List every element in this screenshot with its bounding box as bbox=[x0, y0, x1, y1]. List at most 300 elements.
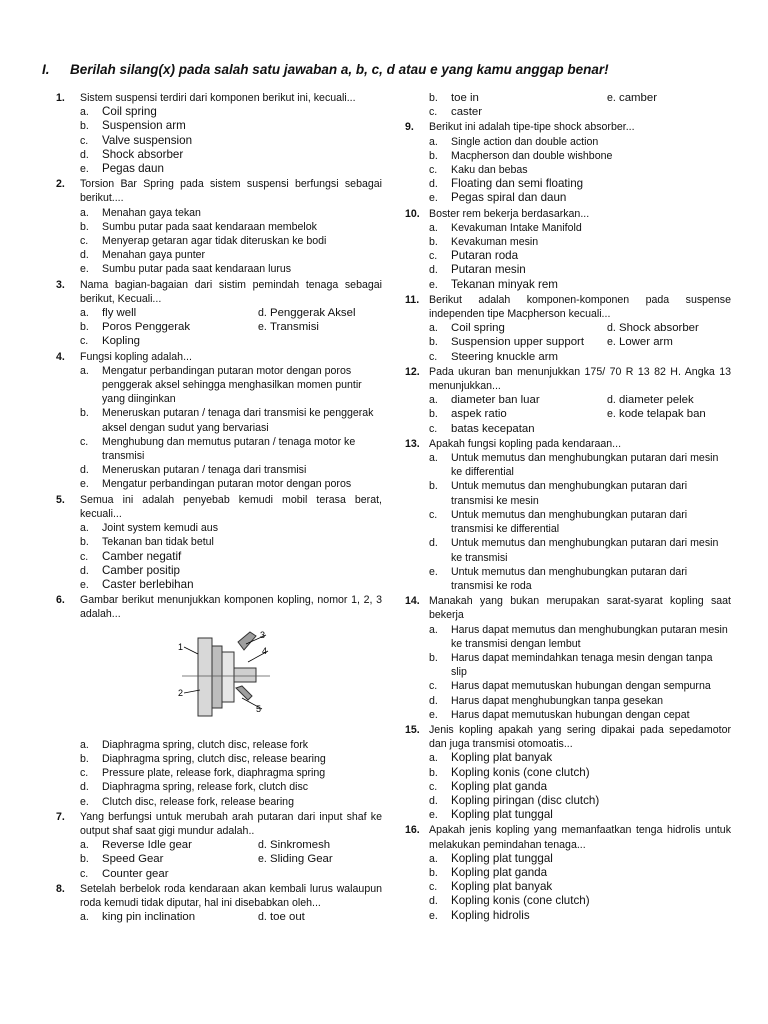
option-text: Kopling plat ganda bbox=[451, 779, 548, 793]
answer-option bbox=[429, 350, 607, 364]
option-text: toe in bbox=[451, 92, 479, 104]
option-text: Menghubung dan memutus putaran / tenaga motor ke transmisi bbox=[102, 435, 356, 463]
option-letter: e. bbox=[429, 708, 438, 721]
option-text: Sinkromesh bbox=[270, 839, 331, 852]
answer-options bbox=[80, 521, 382, 592]
answer-option-row bbox=[80, 838, 382, 852]
option-text: Shock absorber bbox=[619, 322, 699, 335]
option-letter: c. bbox=[429, 350, 438, 363]
question-text: Torsion Bar Spring pada sistem suspensi berfungsi sebagai berikut.... bbox=[80, 178, 382, 205]
option-letter: d. bbox=[258, 307, 267, 320]
question-text: Jenis kopling apakah yang sering dipakai pada sepedamotor dan juga transmisi otomoatis... bbox=[429, 723, 731, 751]
option-letter: b. bbox=[80, 407, 89, 420]
answer-option bbox=[607, 393, 694, 407]
option-letter: e. bbox=[80, 163, 89, 176]
option-text: Kevakuman mesin bbox=[451, 236, 539, 249]
answer-option bbox=[607, 321, 699, 335]
answer-options bbox=[429, 623, 731, 722]
question-number: 1. bbox=[56, 92, 65, 104]
option-letter: c. bbox=[429, 250, 438, 263]
answer-option bbox=[429, 909, 731, 923]
answer-option bbox=[429, 694, 731, 708]
option-letter: d. bbox=[80, 249, 89, 262]
answer-option bbox=[80, 234, 382, 248]
option-letter: e. bbox=[429, 192, 438, 205]
answer-options bbox=[80, 364, 382, 492]
answer-options bbox=[429, 91, 731, 119]
answer-option bbox=[80, 550, 382, 564]
answer-option-row bbox=[80, 867, 382, 881]
option-letter: e. bbox=[607, 408, 616, 421]
answer-option bbox=[429, 163, 731, 177]
answer-option bbox=[429, 321, 607, 335]
option-letter: d. bbox=[429, 537, 438, 550]
answer-option bbox=[429, 479, 731, 507]
option-text: Kopling plat banyak bbox=[451, 880, 553, 894]
option-letter: c. bbox=[429, 508, 438, 521]
answer-option bbox=[429, 221, 731, 235]
answer-option bbox=[429, 263, 731, 277]
option-text: Putaran roda bbox=[451, 249, 519, 263]
answer-option bbox=[80, 206, 382, 220]
option-text: Meneruskan putaran / tenaga dari transmisi ke penggerak aksel dengan sudut yang bervariasi bbox=[102, 407, 374, 434]
option-letter: a. bbox=[429, 623, 438, 636]
question-text: Apakah fungsi kopling pada kendaraan... bbox=[429, 437, 622, 450]
option-text: Kevakuman Intake Manifold bbox=[451, 221, 582, 234]
answer-option bbox=[429, 278, 731, 292]
answer-option bbox=[429, 149, 731, 163]
question-number: 8. bbox=[56, 882, 65, 895]
option-text: Untuk memutus dan menghubungkan putaran dari transmisi ke roda bbox=[451, 565, 688, 592]
question-text: Berikut adalah komponen-komponen pada suspense independen tipe Macpherson kecuali... bbox=[429, 293, 731, 321]
option-text: Kopling plat banyak bbox=[451, 751, 553, 765]
option-text: Putaran mesin bbox=[451, 263, 526, 277]
option-text: Untuk memutus dan menghubungkan putaran dari mesin ke transmisi bbox=[451, 537, 719, 564]
option-text: Lower arm bbox=[619, 336, 673, 349]
answer-option bbox=[80, 738, 382, 752]
answer-option bbox=[80, 306, 258, 320]
question bbox=[56, 91, 382, 176]
option-text: Meneruskan putaran / tenaga dari transmisi bbox=[102, 464, 307, 477]
answer-option bbox=[429, 880, 731, 894]
answer-option bbox=[80, 752, 382, 766]
question bbox=[56, 493, 382, 592]
answer-option bbox=[80, 838, 258, 852]
option-text: Kopling hidrolis bbox=[451, 908, 530, 922]
answer-option bbox=[429, 623, 731, 651]
option-text: Tekanan ban tidak betul bbox=[102, 536, 214, 549]
option-letter: b. bbox=[80, 853, 89, 866]
answer-options bbox=[429, 751, 731, 822]
answer-option bbox=[429, 508, 731, 536]
answer-options bbox=[429, 135, 731, 206]
option-letter: b. bbox=[429, 92, 438, 104]
option-text: Mengatur perbandingan putaran motor dengan poros penggerak aksel sehingga menghasilkan momen puntir yang diinginkan bbox=[102, 364, 362, 406]
clutch-diagram bbox=[176, 628, 276, 724]
section-number: I. bbox=[42, 62, 50, 77]
option-letter: d. bbox=[80, 148, 89, 161]
option-text: Harus dapat memutuskan hubungan dengan cepat bbox=[451, 708, 690, 721]
question-text: Gambar berikut menunjukkan komponen kopling, nomor 1, 2, 3 adalah... bbox=[80, 594, 382, 621]
question-number: 15. bbox=[405, 723, 420, 736]
option-letter: c. bbox=[80, 767, 89, 780]
option-letter: b. bbox=[80, 536, 89, 549]
answer-option bbox=[80, 334, 258, 348]
answer-option bbox=[429, 780, 731, 794]
question-text: Nama bagian-bagaian dari sistim pemindah tenaga sebagai berikut, Kecuali... bbox=[80, 278, 382, 305]
option-letter: c. bbox=[80, 867, 89, 880]
answer-options bbox=[429, 393, 731, 436]
answer-options bbox=[429, 321, 731, 364]
question bbox=[405, 437, 731, 593]
option-letter: c. bbox=[429, 422, 438, 435]
answer-options bbox=[80, 910, 382, 924]
option-letter: c. bbox=[80, 550, 89, 563]
option-letter: a. bbox=[80, 522, 89, 535]
option-letter: a. bbox=[429, 752, 438, 765]
answer-option-row bbox=[429, 105, 731, 119]
question-text: Fungsi kopling adalah... bbox=[80, 350, 192, 363]
option-text: Camber positip bbox=[102, 563, 180, 577]
question-number: 3. bbox=[56, 278, 65, 291]
answer-option-row bbox=[429, 393, 731, 407]
option-text: Floating dan semi floating bbox=[451, 177, 584, 191]
answer-option bbox=[429, 866, 731, 880]
option-text: Macpherson dan double wishbone bbox=[451, 149, 613, 162]
option-letter: b. bbox=[429, 766, 438, 779]
option-letter: e. bbox=[80, 263, 89, 276]
option-letter: e. bbox=[429, 809, 438, 822]
option-text: Kaku dan bebas bbox=[451, 164, 528, 177]
option-text: Suspension upper support bbox=[451, 336, 584, 349]
question-number: 16. bbox=[405, 824, 420, 837]
option-letter: d. bbox=[429, 264, 438, 277]
option-letter: e. bbox=[80, 795, 89, 808]
question-number: 7. bbox=[56, 810, 65, 823]
option-letter: b. bbox=[429, 149, 438, 162]
option-text: Menahan gaya tekan bbox=[102, 206, 201, 219]
option-text: Kopling piringan (disc clutch) bbox=[451, 793, 600, 807]
option-letter: c. bbox=[429, 881, 438, 894]
answer-options bbox=[429, 852, 731, 923]
answer-option-row bbox=[429, 350, 731, 364]
answer-option bbox=[80, 248, 382, 262]
answer-option bbox=[429, 407, 607, 421]
question-number: 13. bbox=[405, 437, 420, 450]
question-text: Pada ukuran ban menunjukkan 175/ 70 R 13 82 H. Angka 13 menunjukkan... bbox=[429, 365, 731, 393]
option-text: Pegas daun bbox=[102, 162, 164, 176]
option-letter: d. bbox=[429, 178, 438, 191]
left-column bbox=[56, 91, 382, 925]
question bbox=[405, 723, 731, 822]
option-text: Harus dapat memutus dan menghubungkan putaran mesin ke transmisi dengan lembut bbox=[451, 623, 728, 650]
option-text: Valve suspension bbox=[102, 133, 193, 147]
option-letter: b. bbox=[429, 480, 438, 493]
answer-option bbox=[80, 867, 258, 881]
question-number: 4. bbox=[56, 350, 65, 363]
diagram-label: 1 bbox=[178, 641, 184, 652]
option-text: camber bbox=[619, 92, 657, 104]
question-text: Yang berfungsi untuk merubah arah putaran dari input shaf ke output shaf saat gigi mundur adalah.. bbox=[80, 810, 382, 837]
option-letter: c. bbox=[429, 680, 438, 693]
answer-option bbox=[80, 780, 382, 794]
answer-options bbox=[80, 306, 382, 349]
option-text: Kopling plat ganda bbox=[451, 865, 548, 879]
answer-option bbox=[80, 910, 258, 924]
question bbox=[405, 207, 731, 292]
option-letter: c. bbox=[429, 106, 438, 119]
option-text: Clutch disc, release fork, release bearing bbox=[102, 795, 294, 808]
option-text: batas kecepatan bbox=[451, 422, 535, 435]
option-letter: a. bbox=[80, 106, 89, 119]
option-letter: a. bbox=[80, 307, 89, 320]
answer-option bbox=[429, 335, 607, 349]
answer-option bbox=[429, 249, 731, 263]
option-text: Menahan gaya punter bbox=[102, 249, 206, 262]
option-letter: a. bbox=[80, 738, 89, 751]
question bbox=[405, 120, 731, 205]
answer-option-row bbox=[80, 852, 382, 866]
answer-option bbox=[258, 306, 356, 320]
question-text: Boster rem bekerja berdasarkan... bbox=[429, 207, 590, 220]
question bbox=[405, 293, 731, 364]
answer-option bbox=[80, 148, 382, 162]
answer-option-row bbox=[429, 422, 731, 436]
option-letter: b. bbox=[429, 651, 438, 664]
answer-option bbox=[80, 795, 382, 809]
option-letter: e. bbox=[429, 909, 438, 922]
option-text: caster bbox=[451, 106, 483, 119]
option-letter: a. bbox=[429, 135, 438, 148]
option-text: Speed Gear bbox=[102, 853, 164, 866]
answer-option bbox=[429, 766, 731, 780]
option-letter: d. bbox=[429, 895, 438, 908]
question-number: 10. bbox=[405, 207, 420, 220]
answer-option bbox=[80, 578, 382, 592]
option-text: aspek ratio bbox=[451, 408, 507, 421]
option-letter: e. bbox=[429, 565, 438, 578]
option-text: Sliding Gear bbox=[270, 853, 333, 866]
option-text: Counter gear bbox=[102, 867, 169, 880]
option-text: Kopling plat tunggal bbox=[451, 808, 553, 822]
question bbox=[405, 823, 731, 922]
option-letter: d. bbox=[80, 464, 89, 477]
answer-option bbox=[607, 407, 706, 421]
option-text: diameter ban luar bbox=[451, 394, 540, 407]
option-text: Diaphragma spring, release fork, clutch disc bbox=[102, 781, 309, 794]
section-heading bbox=[42, 62, 732, 77]
answer-option bbox=[429, 91, 607, 105]
answer-option bbox=[258, 852, 333, 866]
question bbox=[56, 350, 382, 492]
option-letter: d. bbox=[607, 394, 616, 407]
option-letter: c. bbox=[80, 335, 89, 348]
question bbox=[405, 91, 731, 119]
option-text: Camber negatif bbox=[102, 549, 182, 563]
option-text: fly well bbox=[102, 307, 137, 320]
answer-option bbox=[429, 808, 731, 822]
answer-options bbox=[429, 221, 731, 292]
option-letter: b. bbox=[429, 408, 438, 421]
answer-option-row bbox=[80, 320, 382, 334]
option-letter: b. bbox=[429, 866, 438, 879]
answer-option bbox=[80, 105, 382, 119]
answer-option bbox=[429, 565, 731, 593]
option-letter: d. bbox=[80, 781, 89, 794]
question bbox=[56, 177, 382, 276]
answer-option bbox=[607, 91, 657, 105]
option-text: Kopling bbox=[102, 335, 140, 348]
answer-option bbox=[429, 191, 731, 205]
option-letter: d. bbox=[80, 564, 89, 577]
option-text: Single action dan double action bbox=[451, 135, 599, 148]
option-letter: d. bbox=[429, 694, 438, 707]
option-letter: d. bbox=[258, 911, 267, 924]
option-letter: b. bbox=[80, 321, 89, 334]
option-letter: a. bbox=[80, 839, 89, 852]
answer-option bbox=[429, 393, 607, 407]
option-text: Coil spring bbox=[102, 105, 157, 119]
answer-option bbox=[80, 564, 382, 578]
answer-option bbox=[80, 435, 382, 463]
answer-option bbox=[429, 794, 731, 808]
answer-option bbox=[429, 177, 731, 191]
option-letter: c. bbox=[80, 134, 89, 147]
answer-option-row bbox=[80, 306, 382, 320]
option-text: Menyerap getaran agar tidak diteruskan ke bodi bbox=[102, 235, 327, 248]
answer-option bbox=[258, 320, 319, 334]
answer-option bbox=[80, 463, 382, 477]
answer-option bbox=[429, 852, 731, 866]
answer-option-row bbox=[429, 321, 731, 335]
answer-option bbox=[429, 751, 731, 765]
option-letter: e. bbox=[258, 853, 267, 866]
option-letter: b. bbox=[429, 336, 438, 349]
answer-option bbox=[258, 838, 330, 852]
answer-option bbox=[607, 335, 673, 349]
answer-option bbox=[429, 422, 607, 436]
question-text: Manakah yang bukan merupakan sarat-syarat kopling saat bekerja bbox=[429, 595, 731, 622]
answer-option bbox=[80, 766, 382, 780]
answer-option bbox=[80, 406, 382, 434]
answer-option bbox=[429, 651, 731, 679]
answer-option bbox=[80, 119, 382, 133]
question bbox=[405, 594, 731, 722]
option-text: Untuk memutus dan menghubungkan putaran dari transmisi ke mesin bbox=[451, 480, 688, 507]
answer-option bbox=[80, 134, 382, 148]
option-letter: a. bbox=[429, 322, 438, 335]
question bbox=[405, 365, 731, 436]
option-text: toe out bbox=[270, 911, 305, 924]
answer-option bbox=[429, 451, 731, 479]
option-text: Reverse Idle gear bbox=[102, 839, 192, 852]
question-number: 6. bbox=[56, 594, 65, 607]
option-text: diameter pelek bbox=[619, 394, 694, 407]
answer-option bbox=[429, 679, 731, 693]
question-text: Apakah jenis kopling yang memanfaatkan tenga hidrolis untuk melakukan pemindahan tenaga... bbox=[429, 824, 731, 851]
answer-option bbox=[80, 220, 382, 234]
option-letter: a. bbox=[429, 452, 438, 465]
diagram-label: 4 bbox=[262, 645, 268, 656]
option-text: Caster berlebihan bbox=[102, 577, 194, 591]
option-text: Suspension arm bbox=[102, 119, 186, 133]
option-text: Shock absorber bbox=[102, 147, 184, 161]
answer-option-row bbox=[80, 334, 382, 348]
answer-option bbox=[429, 894, 731, 908]
question bbox=[56, 593, 382, 809]
answer-option-row bbox=[429, 335, 731, 349]
question-number: 5. bbox=[56, 493, 65, 506]
option-letter: a. bbox=[429, 852, 438, 865]
option-text: kode telapak ban bbox=[619, 408, 706, 421]
answer-option bbox=[80, 162, 382, 176]
answer-options bbox=[429, 451, 731, 593]
option-text: Kopling konis (cone clutch) bbox=[451, 894, 590, 908]
option-text: Untuk memutus dan menghubungkan putaran dari transmisi ke differential bbox=[451, 508, 688, 536]
question-text: Setelah berbelok roda kendaraan akan kembali lurus walaupun roda kemudi tidak diputar, hal ini disebabkan oleh... bbox=[80, 882, 382, 909]
question-number: 2. bbox=[56, 178, 65, 191]
right-column bbox=[405, 91, 731, 924]
question bbox=[56, 278, 382, 349]
question-number: 14. bbox=[405, 595, 420, 608]
answer-option-row bbox=[80, 910, 382, 924]
answer-option bbox=[80, 852, 258, 866]
option-letter: e. bbox=[607, 336, 616, 349]
option-text: Kopling plat tunggal bbox=[451, 851, 553, 865]
answer-option-row bbox=[429, 91, 731, 105]
question-number: 12. bbox=[405, 365, 420, 378]
option-letter: c. bbox=[429, 780, 438, 793]
option-letter: a. bbox=[429, 221, 438, 234]
question-text: Sistem suspensi terdiri dari komponen berikut ini, kecuali... bbox=[80, 92, 356, 104]
answer-options bbox=[80, 738, 382, 809]
answer-option bbox=[80, 535, 382, 549]
option-letter: c. bbox=[80, 435, 89, 448]
question-text: Semua ini adalah penyebab kemudi mobil terasa berat, kecuali... bbox=[80, 493, 382, 520]
option-text: Tekanan minyak rem bbox=[451, 277, 558, 291]
option-letter: d. bbox=[258, 839, 267, 852]
option-text: Penggerak Aksel bbox=[270, 307, 356, 320]
option-text: Diaphragma spring, clutch disc, release fork bbox=[102, 738, 309, 751]
answer-option bbox=[429, 235, 731, 249]
answer-option bbox=[80, 262, 382, 276]
option-text: Poros Penggerak bbox=[102, 321, 191, 334]
answer-option bbox=[429, 536, 731, 564]
option-letter: a. bbox=[80, 911, 89, 924]
diagram-label: 5 bbox=[256, 703, 262, 714]
option-text: Sumbu putar pada saat kendaraan lurus bbox=[102, 263, 292, 276]
answer-option bbox=[80, 364, 382, 407]
option-letter: b. bbox=[80, 752, 89, 765]
answer-option bbox=[258, 910, 305, 924]
option-text: Kopling konis (cone clutch) bbox=[451, 765, 590, 779]
option-text: Steering knuckle arm bbox=[451, 350, 558, 363]
answer-option bbox=[80, 521, 382, 535]
question bbox=[56, 882, 382, 925]
option-letter: e. bbox=[258, 321, 267, 334]
answer-options bbox=[80, 105, 382, 176]
question-number: 11. bbox=[405, 293, 420, 306]
option-letter: e. bbox=[80, 478, 89, 491]
option-text: Transmisi bbox=[270, 321, 319, 334]
answer-options bbox=[80, 838, 382, 881]
answer-option bbox=[80, 477, 382, 491]
option-letter: e. bbox=[429, 278, 438, 291]
question bbox=[56, 810, 382, 881]
option-letter: d. bbox=[607, 322, 616, 335]
option-text: Coil spring bbox=[451, 322, 505, 335]
question-text: Berikut ini adalah tipe-tipe shock absorber... bbox=[429, 121, 635, 134]
